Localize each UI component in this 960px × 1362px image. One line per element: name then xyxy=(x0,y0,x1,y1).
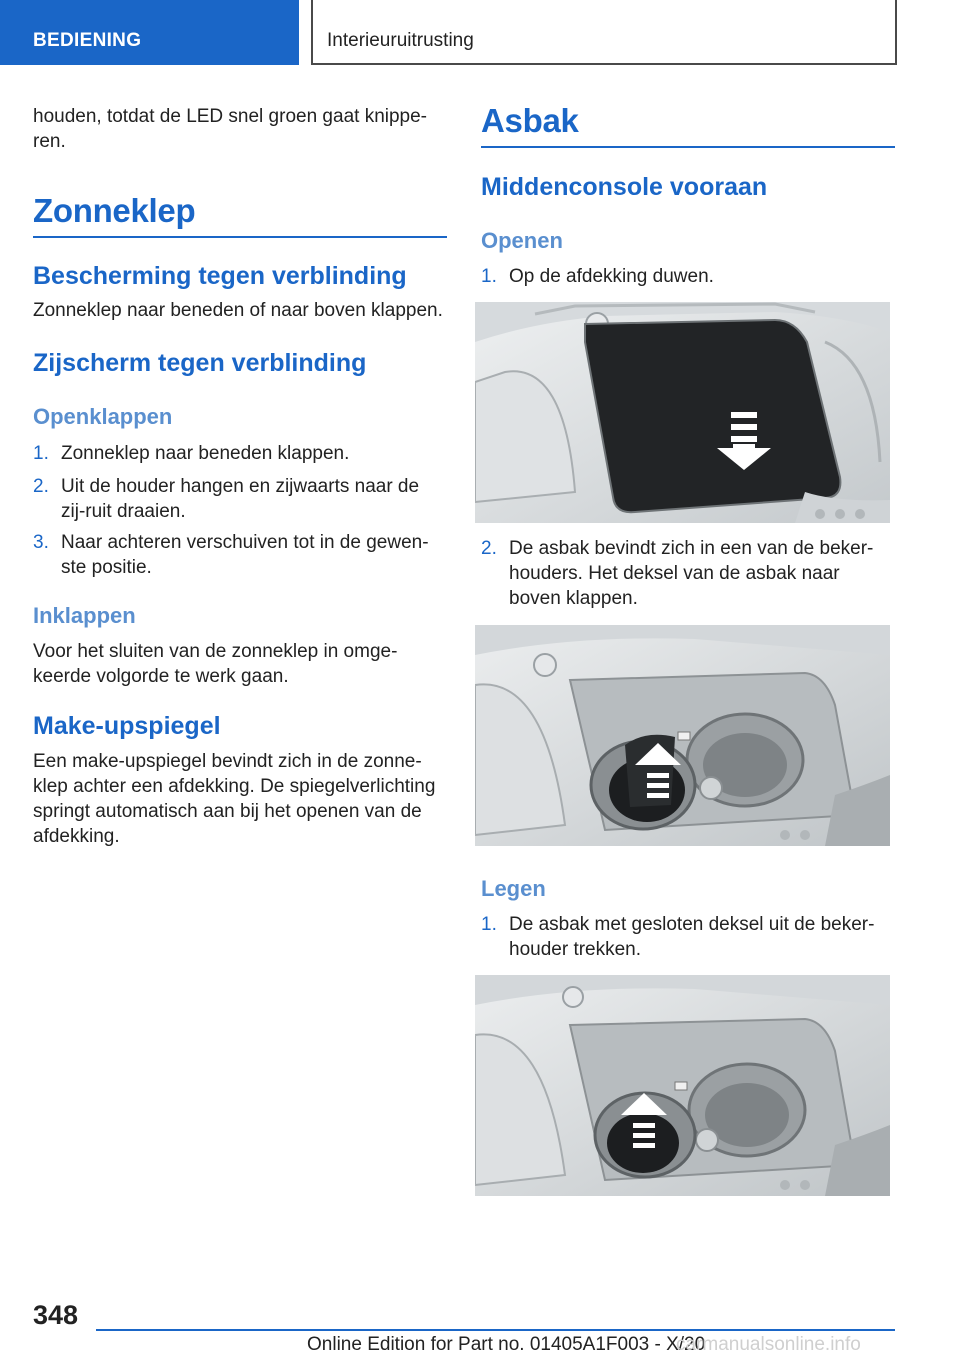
illustration-ashtray-remove xyxy=(475,975,890,1196)
watermark-text: carmanualsonline.info xyxy=(676,1334,861,1355)
bescherming-paragraph: Zonneklep naar beneden of naar boven klappen. xyxy=(33,300,443,321)
footer-edition-text: Online Edition for Part no. 01405A1F003 - X/20 xyxy=(307,1334,706,1355)
heading-openen: Openen xyxy=(481,228,563,253)
heading-inklappen: Inklappen xyxy=(33,603,136,628)
intro-paragraph: houden, totdat de LED snel groen gaat knippe-ren. xyxy=(33,106,428,152)
heading-openklappen: Openklappen xyxy=(33,404,173,429)
section-title-asbak: Asbak xyxy=(481,102,895,148)
inklappen-paragraph: Voor het sluiten van de zonneklep in omge-keerde volgorde te werk gaan. xyxy=(33,641,398,687)
step-text: Op de afdekking duwen. xyxy=(509,266,714,287)
header-section-tab xyxy=(0,0,299,65)
heading-legen: Legen xyxy=(481,876,546,901)
header-chapter-box xyxy=(311,0,897,65)
footer-rule xyxy=(96,1329,895,1331)
header-section-label: BEDIENING xyxy=(33,30,142,51)
step-number: 3. xyxy=(33,532,49,553)
openen-step xyxy=(481,536,895,611)
step-text: De asbak met gesloten deksel uit de beker-houder trekken. xyxy=(509,914,875,960)
makeup-paragraph: Een make-upspiegel bevindt zich in de zonne-klep achter een afdekking. De spiegelverlichting springt automatisch aan bij het openen van de afdekking. xyxy=(33,751,436,847)
step-text: Zonneklep naar beneden klappen. xyxy=(61,443,350,464)
step-number: 1. xyxy=(33,443,49,464)
section-title-zonneklep: Zonneklep xyxy=(33,192,447,238)
step-text: Uit de houder hangen en zijwaarts naar de zij-ruit draaien. xyxy=(61,476,420,522)
step-number: 2. xyxy=(33,476,49,497)
openen-step xyxy=(481,264,895,289)
illustration-console-cover xyxy=(475,302,890,523)
heading-makeup: Make-upspiegel xyxy=(33,712,221,740)
illustration-ashtray-open xyxy=(475,625,890,846)
step-text: De asbak bevindt zich in een van de beker-houders. Het deksel van de asbak naar boven klappen. xyxy=(509,538,874,609)
page-number: 348 xyxy=(33,1300,79,1330)
heading-bescherming: Bescherming tegen verblinding xyxy=(33,262,407,290)
step-text: Naar achteren verschuiven tot in de gewen-ste positie. xyxy=(61,532,429,578)
heading-zijscherm: Zijscherm tegen verblinding xyxy=(33,349,367,377)
heading-middenconsole: Middenconsole vooraan xyxy=(481,173,768,201)
header-chapter-label: Interieuruitrusting xyxy=(327,30,474,51)
openklappen-step xyxy=(33,530,447,580)
step-number: 1. xyxy=(481,914,497,935)
step-number: 2. xyxy=(481,538,497,559)
openklappen-step xyxy=(33,474,447,524)
openklappen-step xyxy=(33,441,447,466)
legen-step xyxy=(481,912,895,962)
step-number: 1. xyxy=(481,266,497,287)
